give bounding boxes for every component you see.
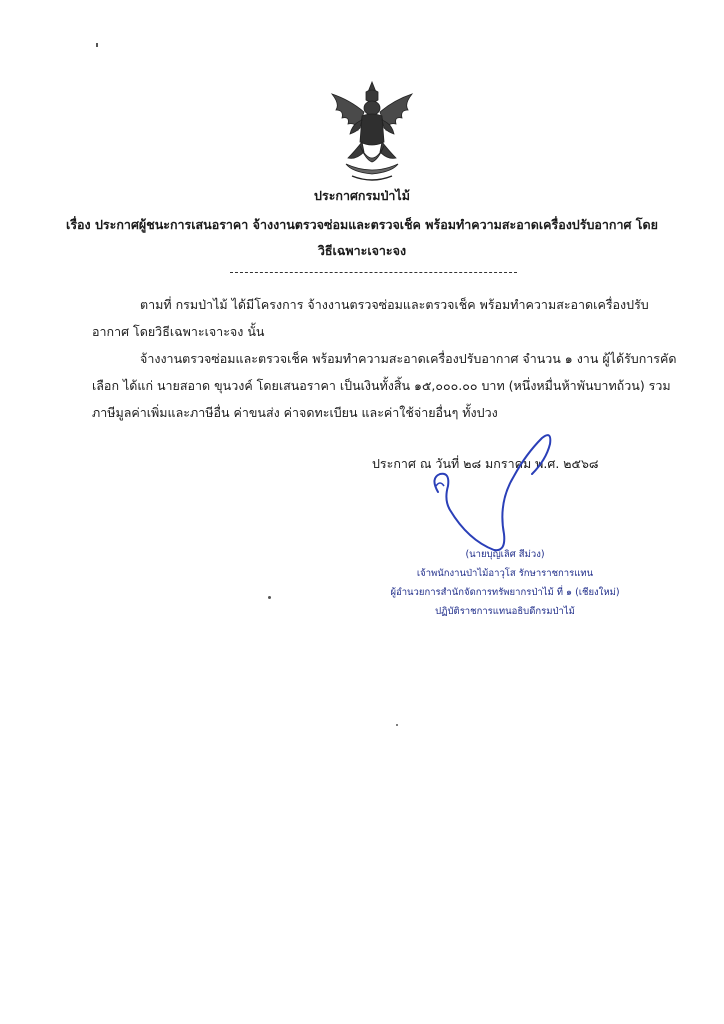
paragraph-project (92, 291, 678, 345)
scan-speck (96, 43, 98, 47)
announcement-subject: เรื่อง ประกาศผู้ชนะการเสนอราคา จ้างงานตรวจซ่อมและตรวจเช็ค พร้อมทำความสะอาดเครื่องปรับอากาศ โดยวิธีเฉพาะเจาะจง (66, 217, 658, 258)
divider-line (230, 272, 517, 273)
signatory-acting-for: ปฏิบัติราชการแทนอธิบดีกรมป่าไม้ (435, 606, 575, 617)
paragraph-winner-text: จ้างงานตรวจซ่อมและตรวจเช็ค พร้อมทำความสะอาดเครื่องปรับอากาศ จำนวน ๑ งาน ผู้ได้รับการคัดเลือก ได้แก่ นายสอาด ขุนวงค์ โดยเสนอราคา เป็นเงินทั้งสิ้น ๑๕,๐๐๐.๐๐ บาท (หนึ่งหมื่นห้าพันบาทถ้วน) รวมภาษีมูลค่าเพิ่มและภาษีอื่น ค่าขนส่ง ค่าจดทะเบียน และค่าใช้จ่ายอื่นๆ ทั้งปวง (92, 351, 677, 420)
handwritten-signature (420, 430, 560, 560)
announcement-date: ประกาศ ณ วันที่ ๒๘ มกราคม พ.ศ. ๒๕๖๘ (372, 456, 599, 471)
garuda-emblem-icon (322, 80, 422, 184)
signatory-position: เจ้าพนักงานป่าไม้อาวุโส รักษาราชการแทน (416, 568, 594, 579)
paragraph-project-text: ตามที่ กรมป่าไม้ ได้มีโครงการ จ้างงานตรวจซ่อมและตรวจเช็ค พร้อมทำความสะอาดเครื่องปรับอากาศ โดยวิธีเฉพาะเจาะจง นั้น (92, 297, 649, 339)
announcement-title: ประกาศกรมป่าไม้ (314, 188, 410, 203)
scan-speck (396, 724, 398, 726)
signatory-office: ผู้อำนวยการสำนักจัดการทรัพยากรป่าไม้ ที่ ๑ (เชียงใหม่) (390, 587, 620, 598)
scan-speck (268, 596, 271, 599)
signatory-name: (นายบุญเลิศ สีม่วง) (465, 549, 545, 560)
paragraph-winner (92, 345, 678, 426)
